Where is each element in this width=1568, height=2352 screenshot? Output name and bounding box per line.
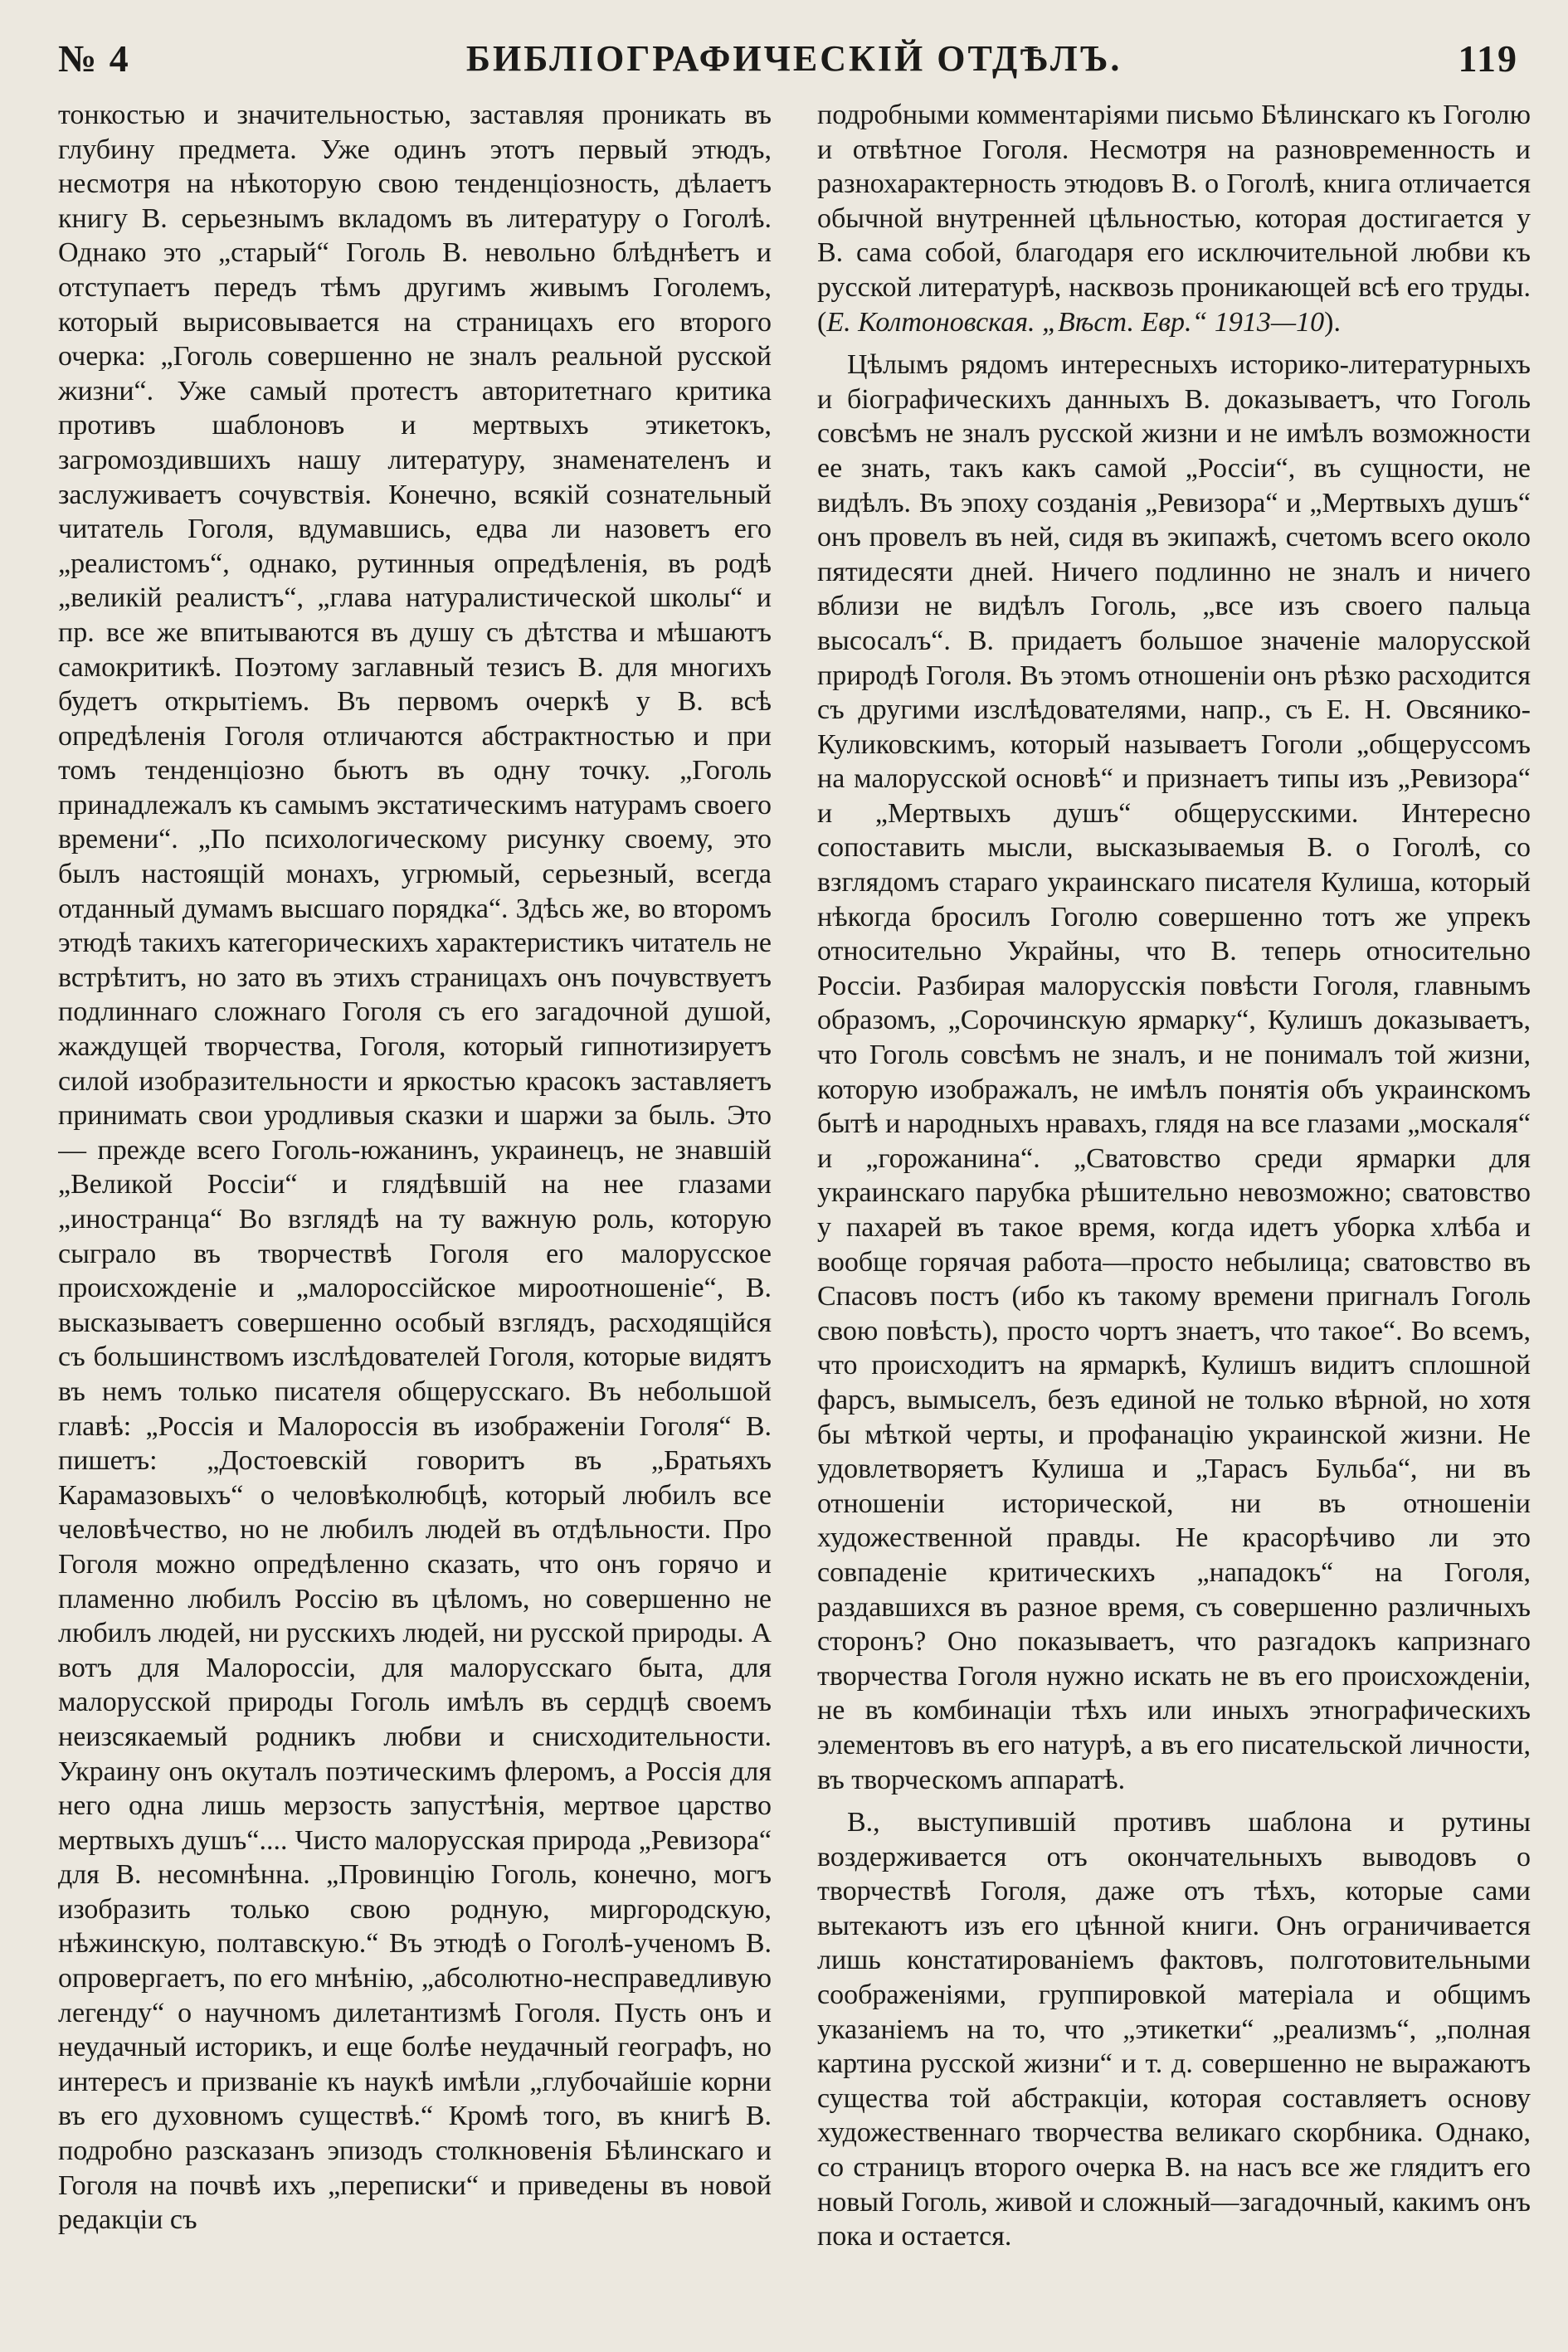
section-title: БИБЛІОГРАФИЧЕСКІЙ ОТДѢЛЪ. (465, 37, 1122, 79)
issue-number: № 4 (58, 37, 130, 80)
paragraph: В., выступившій противъ шаблона и рутины воздерживается отъ окончательныхъ выводовъ о творчествѣ Гоголя, даже отъ тѣхъ, которые сами вытекаютъ изъ его цѣнной книги. Онъ ограничивается лишь констатированіемъ фактовъ, полготовительными соображеніями, группировкой матеріала и общимъ указаніемъ на то, что „этикетки“ „реализмъ“, „полная картина русской жизни“ и т. д. совершенно не выражаютъ существа той абстракціи, которая составляетъ основу художественнаго творчества великаго скорбника. Однако, со страницъ второго очерка В. на насъ все же глядитъ его новый Гоголь, живой и сложный—загадочный, какимъ онъ пока и остается. (817, 1807, 1531, 2252)
page-number: 119 (1458, 37, 1518, 80)
citation-tail: ). (1324, 306, 1341, 338)
paragraph-text: подробными комментаріями письмо Бѣлинскаго къ Гоголю и отвѣтное Гоголя. Несмотря на разновременность и разнохарактерность этюдовъ В. о Гоголѣ, книга отличается обычной внутренней цѣльностью, которая достигается у В. сама собой, благодаря его исключительной любви къ русской литературѣ, насквозь проникающей всѣ его труды. ( (817, 100, 1531, 338)
paragraph: Цѣлымъ рядомъ интересныхъ историко-литературныхъ и біографическихъ данныхъ В. доказываетъ, что Гоголь совсѣмъ не зналъ русской жизни и не имѣлъ возможности ее знать, такъ какъ самой „Россіи“, въ сущности, не видѣлъ. Въ эпоху созданія „Ревизора“ и „Мертвыхъ душъ“ онъ провелъ въ ней, сидя въ экипажѣ, счетомъ всего около пятидесяти дней. Ничего подлинно не зналъ и ничего вблизи не видѣлъ Гоголь, „все изъ своего пальца высосалъ“. В. придаетъ большое значеніе малорусской природѣ Гоголя. Въ этомъ отношеніи онъ рѣзко расходится съ другими изслѣдователями, напр., съ Е. Н. Овсянико-Куликовскимъ, который называетъ Гоголи „общеруссомъ на малорусской основѣ“ и признаетъ типы изъ „Ревизора“ и „Мертвыхъ душъ“ общерусскими. Интересно сопоставить мысли, высказываемыя В. о Гоголѣ, со взглядомъ стараго украинскаго писателя Кулиша, который нѣкогда бросилъ Гоголю совершенно тотъ же упрекъ относительно Украйны, что В. теперь относительно Россіи. Разбирая малорусскія повѣсти Гоголя, главнымъ образомъ, „Сорочинскую ярмарку“, Кулишъ доказываетъ, что Гоголь совсѣмъ не зналъ, и не понималъ той жизни, которую изображалъ, не имѣлъ понятія объ украинскомъ бытѣ и народныхъ нравахъ, глядя на все глазами „москаля“ и „горожанина“. „Сватовство среди ярмарки для украинскаго парубка рѣшительно невозможно; сватовство у пахарей въ такое время, когда идетъ уборка хлѣба и вообще горячая работа—просто небылица; сватовство въ Спасовъ постъ (ибо къ такому времени пригналъ Гоголь свою повѣсть), просто чортъ знаетъ, что такое“. Во всемъ, что происходитъ на ярмаркѣ, Кулишъ видитъ сплошной фарсъ, вымыселъ, безъ единой не только вѣрной, но хотя бы мѣткой черты, и профанацію украинской жизни. Не удовлетворяетъ Кулиша и „Тарасъ Бульба“, ни въ отношеніи исторической, ни въ отношеніи художественной правды. Не красорѣчиво ли это совпаденіе критическихъ „нападокъ“ на Гоголя, раздавшихся въ разное время, съ совершенно различныхъ сторонъ? Оно показываетъ, что разгадокъ капризнаго творчества Гоголя нужно искать не въ его происхожденіи, не въ комбинаціи тѣхъ или иныхъ этнографическихъ элементовъ въ его натурѣ, а въ его писательской личности, въ творческомъ аппаратѣ. (817, 349, 1531, 1795)
citation: Е. Колтоновская. „Вѣст. Евр.“ 1913—10 (826, 306, 1325, 338)
paragraph (817, 98, 1531, 339)
paragraph: тонкостью и значительностью, заставляя проникать въ глубину предмета. Уже одинъ этотъ первый этюдъ, несмотря на нѣкоторую свою тенденціозность, дѣлаетъ книгу В. серьезнымъ вкладомъ въ литературу о Гоголѣ. Однако это „старый“ Гоголь В. невольно блѣднѣетъ и отступаетъ передъ тѣмъ другимъ живымъ Гоголемъ, который вырисовывается на страницахъ его второго очерка: „Гоголь совершенно не зналъ реальной русской жизни“. Уже самый протестъ авторитетнаго критика противъ шаблоновъ и мертвыхъ этикетокъ, загромоздившихъ нашу литературу, знаменателенъ и заслуживаетъ сочувствія. Конечно, всякій сознательный читатель Гоголя, вдумавшись, едва ли назоветъ его „реалистомъ“, однако, рутинныя опредѣленія, въ родѣ „великій реалистъ“, „глава натуралистической школы“ и пр. все же впитываются въ душу съ дѣтства и мѣшаютъ самокритикѣ. Поэтому заглавный тезисъ В. для многихъ будетъ открытіемъ. Въ первомъ очеркѣ у В. всѣ опредѣленія Гоголя отличаются абстрактностью и при томъ тенденціозно бьютъ въ одну точку. „Гоголь принадлежалъ къ самымъ экстатическимъ натурамъ своего времени“. „По психологическому рисунку своему, это былъ настоящій монахъ, угрюмый, серьезный, всегда отданный думамъ высшаго порядка“. Здѣсь же, во второмъ этюдѣ такихъ категорическихъ характеристикъ читатель не встрѣтитъ, но зато въ этихъ страницахъ онъ почувствуетъ подлиннаго сложнаго Гоголя съ его загадочной душой, жаждущей творчества, Гоголя, который гипнотизируетъ силой изобразительности и яркостью красокъ заставляетъ принимать свои уродливыя сказки и шаржи за быль. Это — прежде всего Гоголь-южанинъ, украинецъ, не знавшій „Великой Россіи“ и глядѣвшій на нее глазами „иностранца“ Во взглядѣ на ту важную роль, которую сыграло въ творчествѣ Гоголя его малорусское происхожденіе и „малороссійское мироотношеніе“, В. высказываетъ совершенно особый взглядъ, расходящійся съ большинствомъ изслѣдователей Гоголя, которые видятъ въ немъ только писателя общерусскаго. Въ небольшой главѣ: „Россія и Малороссія въ изображеніи Гоголя“ В. пишетъ: „Достоевскій говоритъ въ „Братьяхъ Карамазовыхъ“ о человѣколюбцѣ, который любилъ все человѣчество, но не любилъ людей въ отдѣльности. Про Гоголя можно опредѣленно сказать, что онъ горячо и пламенно любилъ Россію въ цѣломъ, но совершенно не любилъ людей, ни русскихъ людей, ни русской природы. А вотъ для Малороссіи, для малорусскаго быта, для малорусской природы Гоголь имѣлъ въ сердцѣ своемъ неизсякаемый родникъ любви и снисходительности. Украину онъ окуталъ поэтическимъ флеромъ, а Россія для него одна лишь мерзость запустѣнія, мертвое царство мертвыхъ душъ“.... Чисто малорусская природа „Ревизора“ для В. несомнѣнна. „Провинцію Гоголь, конечно, могъ изобразить только свою родную, миргородскую, нѣжинскую, полтавскую.“ Въ этюдѣ о Гоголѣ-ученомъ В. опровергаетъ, по его мнѣнію, „абсолютно-несправедливую легенду“ о научномъ дилетантизмѣ Гоголя. Пусть онъ и неудачный историкъ, и еще болѣе неудачный географъ, но интересъ и призваніе къ наукѣ имѣли „глубочайшіе корни въ его духовномъ существѣ.“ Кромѣ того, въ книгѣ В. подробно разсказанъ эпизодъ столкновенія Бѣлинскаго и Гоголя на почвѣ ихъ „переписки“ и приведены въ новой редакціи съ (58, 100, 772, 2236)
left-column (58, 98, 772, 2315)
right-column (817, 98, 1531, 2315)
page-header (58, 33, 1518, 83)
